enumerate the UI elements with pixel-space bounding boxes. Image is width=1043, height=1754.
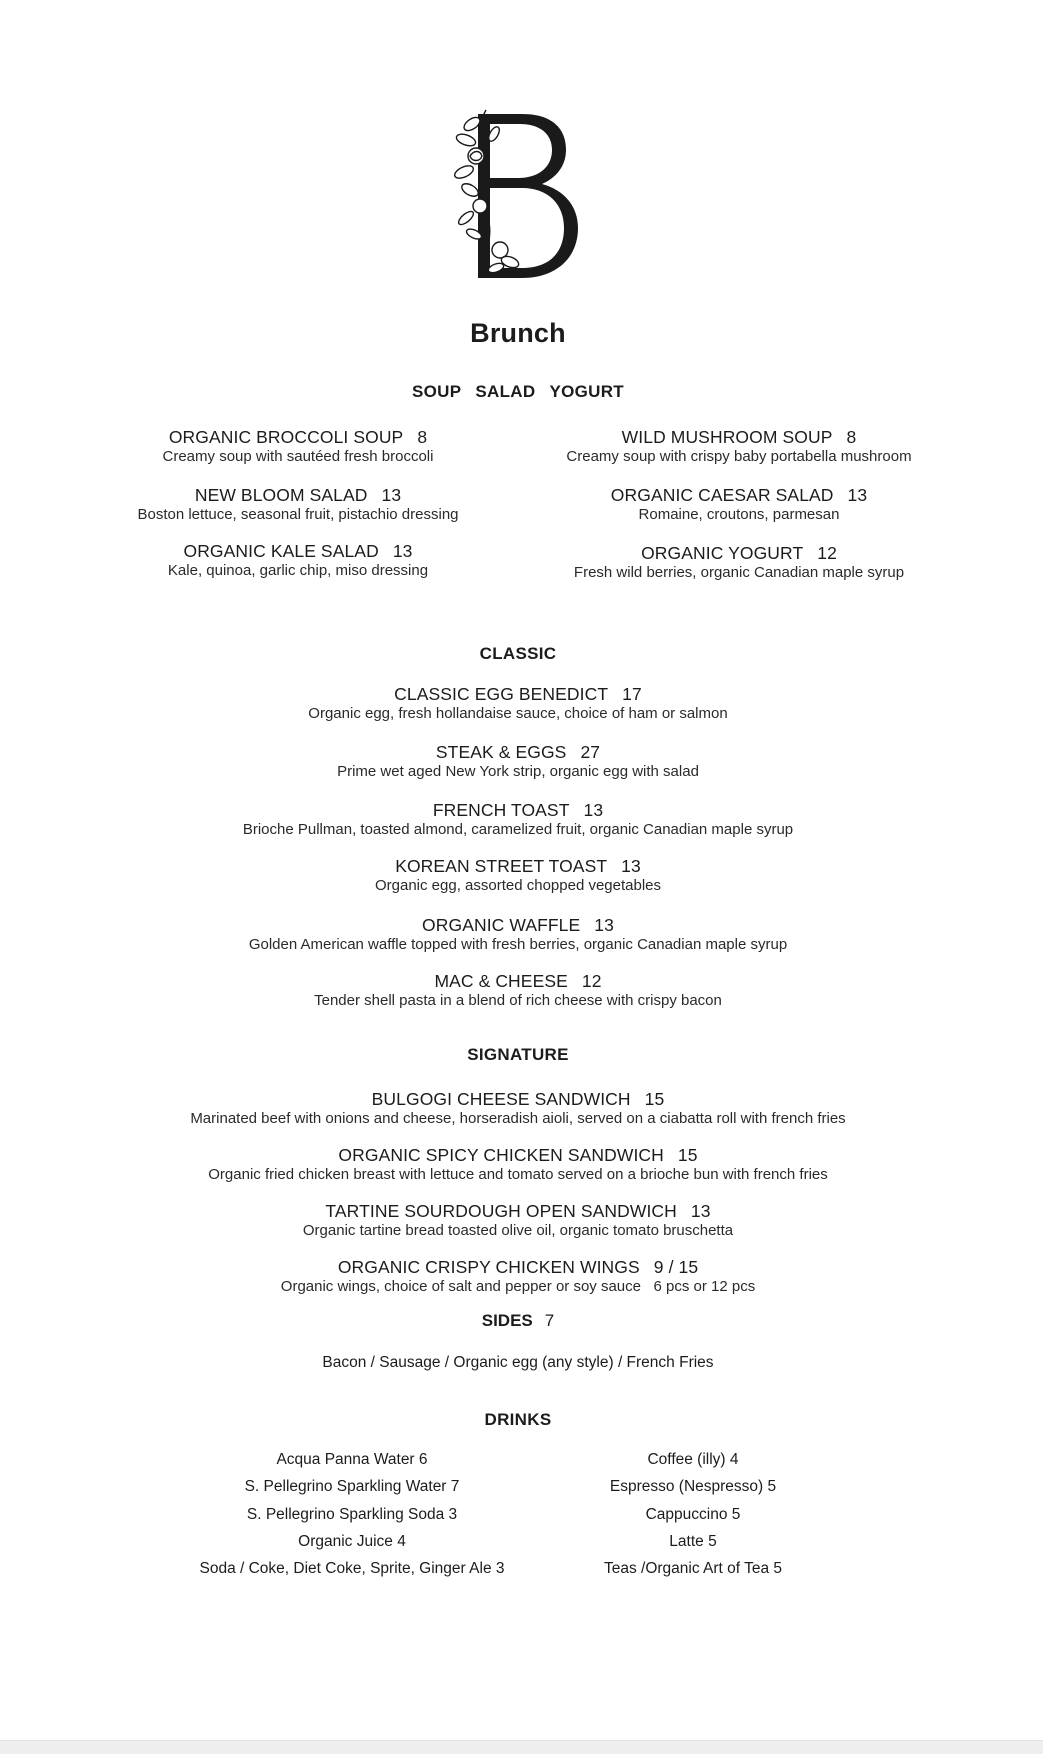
menu-item <box>98 541 498 580</box>
drink-item: Soda / Coke, Diet Coke, Sprite, Ginger Ale 3 <box>199 1560 505 1578</box>
section-heading-sides <box>0 1311 1036 1331</box>
item-description: Prime wet aged New York strip, organic egg with salad <box>337 763 699 780</box>
drink-item: S. Pellegrino Sparkling Soda 3 <box>246 1505 458 1523</box>
drink-item: Teas /Organic Art of Tea 5 <box>603 1560 783 1578</box>
drink-item: Organic Juice 4 <box>298 1532 406 1550</box>
menu-item <box>98 485 498 524</box>
item-name: MAC & CHEESE 12 <box>434 971 602 991</box>
heading-word: SOUP <box>412 382 462 401</box>
item-description: Romaine, croutons, parmesan <box>638 506 840 523</box>
menu-item <box>0 971 1036 1010</box>
item-name: FRENCH TOAST 13 <box>432 800 604 820</box>
menu-item <box>0 1089 1036 1128</box>
section-heading-soup-salad-yogurt <box>0 382 1036 402</box>
item-name: BULGOGI CHEESE SANDWICH 15 <box>371 1089 665 1109</box>
item-price: 13 <box>381 485 402 505</box>
item-description: Organic tartine bread toasted olive oil, organic tomato bruschetta <box>302 1222 734 1239</box>
item-description: Tender shell pasta in a blend of rich cheese with crispy bacon <box>314 992 722 1009</box>
item-description: Creamy soup with crispy baby portabella mushroom <box>566 448 912 465</box>
floral-monogram-b-icon <box>450 106 590 286</box>
item-description: Brioche Pullman, toasted almond, caramelized fruit, organic Canadian maple syrup <box>242 821 794 838</box>
item-name: ORGANIC YOGURT 12 <box>641 543 837 563</box>
item-name: ORGANIC CAESAR SALAD 13 <box>610 485 868 505</box>
menu-item <box>539 543 939 582</box>
item-name: ORGANIC CRISPY CHICKEN WINGS 9 / 15 <box>337 1257 699 1277</box>
menu-item <box>0 915 1036 954</box>
menu-item <box>0 684 1036 723</box>
item-description: Creamy soup with sautéed fresh broccoli <box>162 448 434 465</box>
item-price: 8 <box>417 427 428 447</box>
item-price: 13 <box>621 856 641 876</box>
menu-item <box>0 856 1036 895</box>
item-price: 15 <box>644 1089 665 1109</box>
item-price: 12 <box>581 971 602 991</box>
viewer-bottom-edge <box>0 1740 1043 1754</box>
item-name: CLASSIC EGG BENEDICT 17 <box>394 684 642 704</box>
item-price: 17 <box>622 684 642 704</box>
item-price: 27 <box>580 742 601 762</box>
item-price: 13 <box>690 1201 711 1221</box>
section-heading-drinks: DRINKS <box>484 1410 552 1429</box>
menu-item <box>0 1257 1036 1296</box>
item-price: 8 <box>846 427 857 447</box>
item-name: ORGANIC WAFFLE 13 <box>422 915 614 935</box>
item-description: Boston lettuce, seasonal fruit, pistachio dressing <box>137 506 459 523</box>
menu-item <box>98 427 498 466</box>
item-name: KOREAN STREET TOAST 13 <box>395 856 641 876</box>
item-description: Organic egg, fresh hollandaise sauce, choice of ham or salmon <box>308 705 728 722</box>
drinks-right-column <box>493 1446 893 1582</box>
menu-item <box>539 485 939 524</box>
menu-title: Brunch <box>470 318 566 348</box>
item-description: Organic fried chicken breast with lettuce and tomato served on a brioche bun with french fries <box>208 1166 828 1183</box>
item-name: ORGANIC KALE SALAD 13 <box>183 541 413 561</box>
section-heading-signature: SIGNATURE <box>467 1045 569 1064</box>
item-description: Organic wings, choice of salt and pepper or soy sauce 6 pcs or 12 pcs <box>280 1278 756 1295</box>
sides-label: SIDES <box>481 1311 533 1330</box>
item-price: 9 / 15 <box>653 1257 699 1277</box>
menu-item <box>0 1201 1036 1240</box>
drink-item: Acqua Panna Water 6 <box>276 1451 428 1468</box>
menu-item <box>0 1145 1036 1184</box>
drink-item: Cappuccino 5 <box>645 1505 741 1523</box>
item-price: 13 <box>392 541 413 561</box>
heading-word: SALAD <box>475 382 536 401</box>
item-name: TARTINE SOURDOUGH OPEN SANDWICH 13 <box>325 1201 711 1221</box>
item-description: Golden American waffle topped with fresh berries, organic Canadian maple syrup <box>248 936 788 953</box>
drinks-left-column <box>152 1446 552 1582</box>
section-heading-classic: CLASSIC <box>479 644 557 663</box>
drink-item: Latte 5 <box>669 1532 717 1550</box>
item-description: Fresh wild berries, organic Canadian maple syrup <box>573 564 905 581</box>
item-price: 13 <box>594 915 614 935</box>
item-price: 13 <box>583 800 604 820</box>
item-name: STEAK & EGGS 27 <box>435 742 601 762</box>
drink-item: Espresso (Nespresso) 5 <box>609 1478 777 1496</box>
item-description: Kale, quinoa, garlic chip, miso dressing <box>167 562 429 579</box>
sides-list: Bacon / Sausage / Organic egg (any style) / French Fries <box>322 1354 714 1371</box>
item-description: Marinated beef with onions and cheese, horseradish aioli, served on a ciabatta roll with french fries <box>190 1110 846 1127</box>
drink-item: Coffee (illy) 4 <box>647 1451 739 1468</box>
menu-item <box>0 742 1036 781</box>
heading-word: YOGURT <box>549 382 624 401</box>
item-description: Organic egg, assorted chopped vegetables <box>374 877 662 894</box>
item-name: NEW BLOOM SALAD 13 <box>194 485 402 505</box>
item-name: ORGANIC BROCCOLI SOUP 8 <box>168 427 428 447</box>
item-price: 15 <box>677 1145 698 1165</box>
menu-item <box>539 427 939 466</box>
menu-item <box>0 800 1036 839</box>
item-price: 12 <box>817 543 837 563</box>
item-price: 13 <box>847 485 868 505</box>
item-name: ORGANIC SPICY CHICKEN SANDWICH 15 <box>338 1145 698 1165</box>
drink-item: S. Pellegrino Sparkling Water 7 <box>244 1478 460 1496</box>
sides-price: 7 <box>544 1311 555 1330</box>
item-name: WILD MUSHROOM SOUP 8 <box>621 427 857 447</box>
